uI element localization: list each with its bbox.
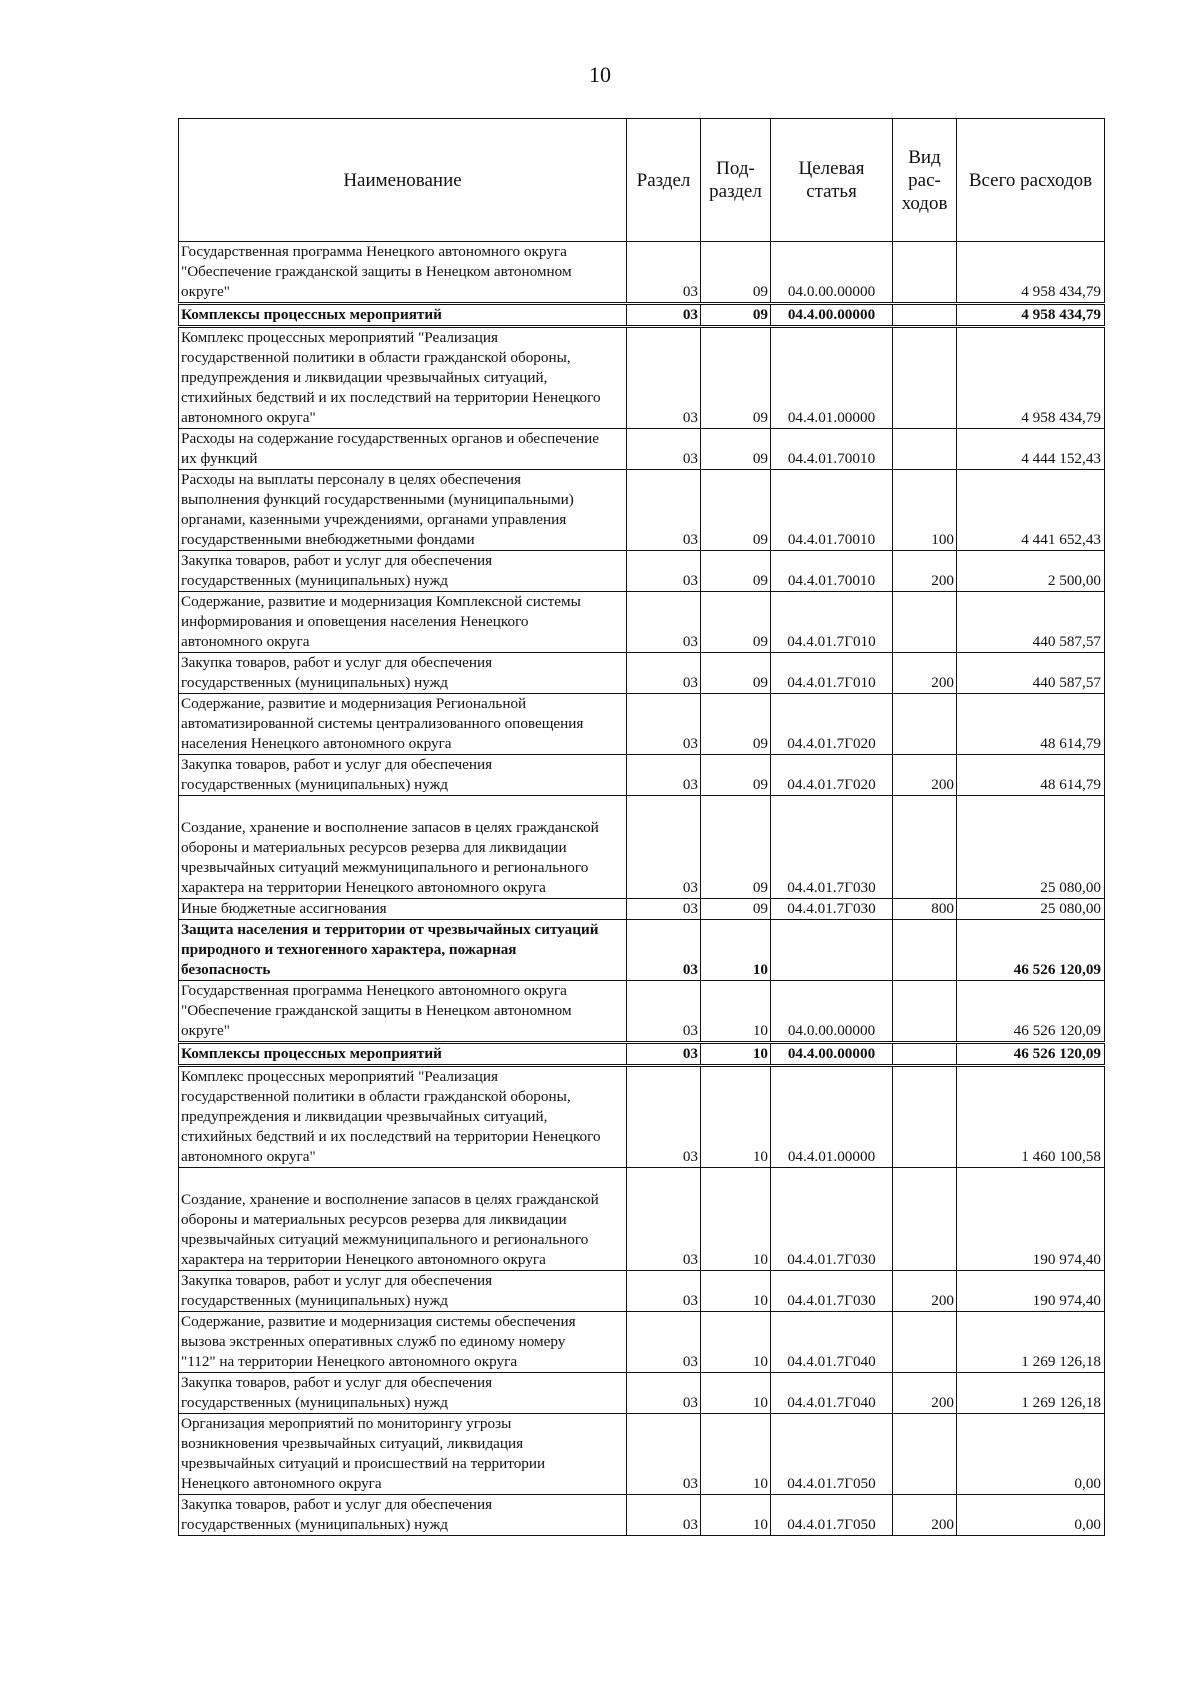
- table-row: [179, 1271, 1105, 1312]
- row-razdel-cell: 03: [627, 1168, 701, 1271]
- row-total-cell: 4 441 652,43: [957, 470, 1105, 551]
- row-razdel-cell: 03: [627, 755, 701, 796]
- header-statya: Целевая статья: [771, 119, 893, 242]
- row-statya-cell: 04.4.01.00000: [771, 327, 893, 429]
- row-vid-cell: 200: [893, 653, 957, 694]
- row-podrazdel-cell: 09: [701, 899, 771, 920]
- row-vid-cell: [893, 1168, 957, 1271]
- row-vid-cell: 200: [893, 1495, 957, 1536]
- row-vid-cell: [893, 1066, 957, 1168]
- table-row: [179, 242, 1105, 304]
- table-row: [179, 755, 1105, 796]
- row-razdel-cell: 03: [627, 1043, 701, 1066]
- row-total-cell: 2 500,00: [957, 551, 1105, 592]
- row-podrazdel-cell: 10: [701, 920, 771, 981]
- row-total-cell: 46 526 120,09: [957, 1043, 1105, 1066]
- row-statya-cell: 04.4.01.7Г030: [771, 1271, 893, 1312]
- row-total-cell: 1 460 100,58: [957, 1066, 1105, 1168]
- row-name-cell: Государственная программа Ненецкого автономного округа "Обеспечение гражданской защиты в Ненецком автономном округе": [179, 242, 627, 304]
- row-name-cell: Содержание, развитие и модернизация Комплексной системы информирования и оповещения населения Ненецкого автономного округа: [179, 592, 627, 653]
- row-podrazdel-cell: 09: [701, 755, 771, 796]
- row-podrazdel-cell: 10: [701, 1271, 771, 1312]
- row-total-cell: 440 587,57: [957, 592, 1105, 653]
- page-number: 10: [589, 62, 611, 87]
- row-razdel-cell: 03: [627, 242, 701, 304]
- row-vid-cell: [893, 981, 957, 1043]
- row-total-cell: 25 080,00: [957, 796, 1105, 899]
- row-name-cell: Организация мероприятий по мониторингу угрозы возникновения чрезвычайных ситуаций, ликвидация чрезвычайных ситуаций и происшествий на территории Ненецкого автономного округа: [179, 1414, 627, 1495]
- row-total-cell: 1 269 126,18: [957, 1312, 1105, 1373]
- row-razdel-cell: 03: [627, 981, 701, 1043]
- row-razdel-cell: 03: [627, 592, 701, 653]
- row-podrazdel-cell: 10: [701, 1066, 771, 1168]
- row-podrazdel-cell: 10: [701, 1414, 771, 1495]
- row-statya-cell: 04.4.01.00000: [771, 1066, 893, 1168]
- row-statya-cell: 04.4.01.7Г010: [771, 653, 893, 694]
- row-podrazdel-cell: 10: [701, 1495, 771, 1536]
- table-row: [179, 796, 1105, 899]
- row-razdel-cell: 03: [627, 899, 701, 920]
- table-row: [179, 1168, 1105, 1271]
- expenditure-table: [178, 118, 1105, 1536]
- row-statya-cell: 04.4.01.7Г030: [771, 899, 893, 920]
- header-total: Всего расходов: [957, 119, 1105, 242]
- table-row: [179, 899, 1105, 920]
- row-razdel-cell: 03: [627, 327, 701, 429]
- table-row: [179, 1066, 1105, 1168]
- row-razdel-cell: 03: [627, 551, 701, 592]
- row-name-cell: Иные бюджетные ассигнования: [179, 899, 627, 920]
- row-statya-cell: 04.4.01.7Г050: [771, 1495, 893, 1536]
- table-row: [179, 1414, 1105, 1495]
- table-row: [179, 981, 1105, 1043]
- row-name-cell: Закупка товаров, работ и услуг для обеспечения государственных (муниципальных) нужд: [179, 1373, 627, 1414]
- row-name-cell: Закупка товаров, работ и услуг для обеспечения государственных (муниципальных) нужд: [179, 551, 627, 592]
- row-vid-cell: 800: [893, 899, 957, 920]
- table-row: [179, 1043, 1105, 1066]
- row-statya-cell: 04.4.01.7Г020: [771, 694, 893, 755]
- table-row: [179, 551, 1105, 592]
- row-razdel-cell: 03: [627, 1495, 701, 1536]
- row-podrazdel-cell: 09: [701, 304, 771, 327]
- row-vid-cell: [893, 1414, 957, 1495]
- row-total-cell: 48 614,79: [957, 755, 1105, 796]
- row-total-cell: 190 974,40: [957, 1168, 1105, 1271]
- row-podrazdel-cell: 09: [701, 592, 771, 653]
- table-row: [179, 429, 1105, 470]
- row-statya-cell: 04.4.01.70010: [771, 470, 893, 551]
- row-name-cell: Комплекс процессных мероприятий "Реализация государственной политики в области гражданской обороны, предупреждения и ликвидации чрезвычайных ситуаций, стихийных бедствий и их последствий на территории Ненецкого автономного округа": [179, 327, 627, 429]
- row-podrazdel-cell: 09: [701, 327, 771, 429]
- row-vid-cell: [893, 327, 957, 429]
- row-vid-cell: 200: [893, 1373, 957, 1414]
- row-total-cell: 4 958 434,79: [957, 242, 1105, 304]
- row-total-cell: 4 958 434,79: [957, 304, 1105, 327]
- row-statya-cell: 04.4.01.70010: [771, 429, 893, 470]
- row-podrazdel-cell: 09: [701, 694, 771, 755]
- table-row: [179, 653, 1105, 694]
- row-total-cell: 46 526 120,09: [957, 920, 1105, 981]
- header-name: Наименование: [179, 119, 627, 242]
- row-statya-cell: 04.4.01.7Г040: [771, 1312, 893, 1373]
- table-row: [179, 470, 1105, 551]
- row-razdel-cell: 03: [627, 920, 701, 981]
- row-vid-cell: [893, 429, 957, 470]
- row-statya-cell: 04.4.01.7Г050: [771, 1414, 893, 1495]
- header-razdel: Раздел: [627, 119, 701, 242]
- row-name-cell: Содержание, развитие и модернизация Региональной автоматизированной системы централизованного оповещения населения Ненецкого автономного округа: [179, 694, 627, 755]
- row-name-cell: Содержание, развитие и модернизация системы обеспечения вызова экстренных оперативных служб по единому номеру "112" на территории Ненецкого автономного округа: [179, 1312, 627, 1373]
- row-statya-cell: 04.4.00.00000: [771, 1043, 893, 1066]
- row-total-cell: 4 958 434,79: [957, 327, 1105, 429]
- row-podrazdel-cell: 10: [701, 981, 771, 1043]
- row-total-cell: 190 974,40: [957, 1271, 1105, 1312]
- row-vid-cell: [893, 920, 957, 981]
- table-row: [179, 694, 1105, 755]
- table-header-row: [179, 119, 1105, 242]
- table-row: [179, 1312, 1105, 1373]
- row-vid-cell: [893, 304, 957, 327]
- row-total-cell: 0,00: [957, 1414, 1105, 1495]
- row-vid-cell: 100: [893, 470, 957, 551]
- row-statya-cell: 04.4.01.7Г030: [771, 1168, 893, 1271]
- row-statya-cell: 04.4.01.7Г010: [771, 592, 893, 653]
- table-row: [179, 592, 1105, 653]
- row-total-cell: 48 614,79: [957, 694, 1105, 755]
- row-vid-cell: [893, 694, 957, 755]
- row-statya-cell: [771, 920, 893, 981]
- row-vid-cell: [893, 592, 957, 653]
- row-razdel-cell: 03: [627, 1373, 701, 1414]
- row-statya-cell: 04.4.01.7Г020: [771, 755, 893, 796]
- row-podrazdel-cell: 09: [701, 551, 771, 592]
- row-razdel-cell: 03: [627, 1414, 701, 1495]
- row-vid-cell: [893, 796, 957, 899]
- table-row: [179, 304, 1105, 327]
- row-statya-cell: 04.4.01.70010: [771, 551, 893, 592]
- row-razdel-cell: 03: [627, 694, 701, 755]
- row-vid-cell: [893, 1312, 957, 1373]
- header-vid: Вид рас- ходов: [893, 119, 957, 242]
- row-total-cell: 4 444 152,43: [957, 429, 1105, 470]
- row-vid-cell: [893, 1043, 957, 1066]
- row-razdel-cell: 03: [627, 1312, 701, 1373]
- row-razdel-cell: 03: [627, 429, 701, 470]
- row-razdel-cell: 03: [627, 1271, 701, 1312]
- row-name-cell: Комплексы процессных мероприятий: [179, 304, 627, 327]
- row-name-cell: Создание, хранение и восполнение запасов в целях гражданской обороны и материальных ресурсов резерва для ликвидации чрезвычайных ситуаций межмуниципального и регионального характера на территории Ненецкого автономного округа: [179, 796, 627, 899]
- row-podrazdel-cell: 10: [701, 1373, 771, 1414]
- row-vid-cell: 200: [893, 1271, 957, 1312]
- row-total-cell: 1 269 126,18: [957, 1373, 1105, 1414]
- row-name-cell: Государственная программа Ненецкого автономного округа "Обеспечение гражданской защиты в Ненецком автономном округе": [179, 981, 627, 1043]
- row-podrazdel-cell: 10: [701, 1312, 771, 1373]
- row-total-cell: 0,00: [957, 1495, 1105, 1536]
- row-vid-cell: 200: [893, 551, 957, 592]
- row-name-cell: Закупка товаров, работ и услуг для обеспечения государственных (муниципальных) нужд: [179, 1271, 627, 1312]
- row-podrazdel-cell: 09: [701, 242, 771, 304]
- row-razdel-cell: 03: [627, 796, 701, 899]
- row-name-cell: Расходы на выплаты персоналу в целях обеспечения выполнения функций государственными (муниципальными) органами, казенными учреждениями, органами управления государственными внебюджетными фондами: [179, 470, 627, 551]
- row-total-cell: 440 587,57: [957, 653, 1105, 694]
- row-name-cell: Комплексы процессных мероприятий: [179, 1043, 627, 1066]
- row-razdel-cell: 03: [627, 1066, 701, 1168]
- row-statya-cell: 04.4.00.00000: [771, 304, 893, 327]
- row-name-cell: Закупка товаров, работ и услуг для обеспечения государственных (муниципальных) нужд: [179, 1495, 627, 1536]
- row-podrazdel-cell: 09: [701, 429, 771, 470]
- row-podrazdel-cell: 09: [701, 470, 771, 551]
- row-razdel-cell: 03: [627, 653, 701, 694]
- row-podrazdel-cell: 10: [701, 1168, 771, 1271]
- row-name-cell: Защита населения и территории от чрезвычайных ситуаций природного и техногенного характера, пожарная безопасность: [179, 920, 627, 981]
- row-razdel-cell: 03: [627, 304, 701, 327]
- table-body: [179, 242, 1105, 1536]
- row-total-cell: 46 526 120,09: [957, 981, 1105, 1043]
- table-row: [179, 920, 1105, 981]
- row-name-cell: Закупка товаров, работ и услуг для обеспечения государственных (муниципальных) нужд: [179, 653, 627, 694]
- row-podrazdel-cell: 09: [701, 653, 771, 694]
- row-statya-cell: 04.4.01.7Г030: [771, 796, 893, 899]
- row-name-cell: Комплекс процессных мероприятий "Реализация государственной политики в области гражданской обороны, предупреждения и ликвидации чрезвычайных ситуаций, стихийных бедствий и их последствий на территории Ненецкого автономного округа": [179, 1066, 627, 1168]
- header-podrazdel: Под- раздел: [701, 119, 771, 242]
- table-row: [179, 1495, 1105, 1536]
- table-row: [179, 1373, 1105, 1414]
- row-name-cell: Расходы на содержание государственных органов и обеспечение их функций: [179, 429, 627, 470]
- row-vid-cell: 200: [893, 755, 957, 796]
- row-statya-cell: 04.4.01.7Г040: [771, 1373, 893, 1414]
- row-total-cell: 25 080,00: [957, 899, 1105, 920]
- row-statya-cell: 04.0.00.00000: [771, 242, 893, 304]
- row-razdel-cell: 03: [627, 470, 701, 551]
- row-podrazdel-cell: 09: [701, 796, 771, 899]
- row-name-cell: Закупка товаров, работ и услуг для обеспечения государственных (муниципальных) нужд: [179, 755, 627, 796]
- row-vid-cell: [893, 242, 957, 304]
- row-name-cell: Создание, хранение и восполнение запасов в целях гражданской обороны и материальных ресурсов резерва для ликвидации чрезвычайных ситуаций межмуниципального и регионального характера на территории Ненецкого автономного округа: [179, 1168, 627, 1271]
- row-statya-cell: 04.0.00.00000: [771, 981, 893, 1043]
- table-row: [179, 327, 1105, 429]
- row-podrazdel-cell: 10: [701, 1043, 771, 1066]
